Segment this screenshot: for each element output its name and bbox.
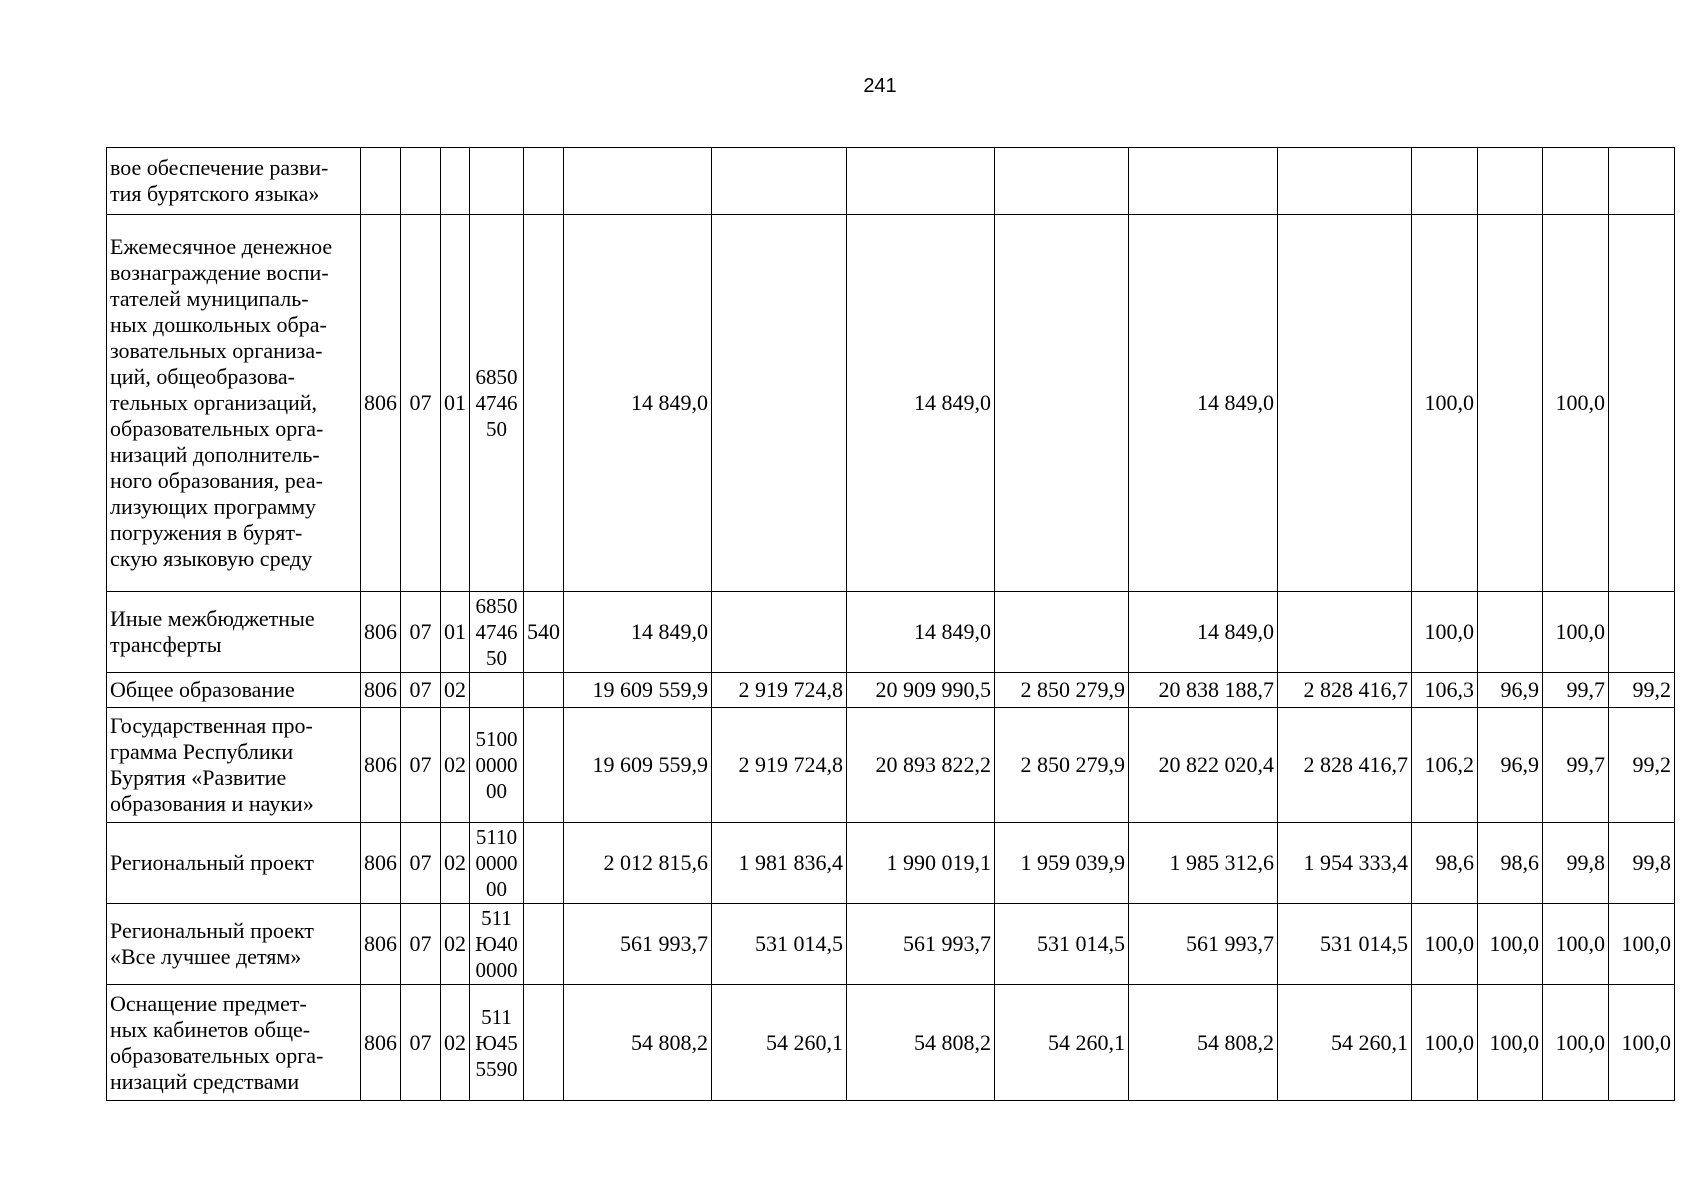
cell-amount-2: 531 014,5: [712, 904, 847, 985]
cell-percent-2: [1478, 592, 1543, 673]
cell-percent-4: 99,2: [1609, 673, 1675, 708]
cell-percent-2: 100,0: [1478, 985, 1543, 1101]
cell-expense-type: [524, 823, 564, 904]
cell-percent-3: 99,7: [1543, 673, 1609, 708]
target-code-line: 50: [486, 417, 507, 441]
cell-expense-type: [524, 673, 564, 708]
cell-amount-2: [712, 215, 847, 592]
cell-name: [107, 985, 361, 1101]
target-code-line: 0000: [475, 851, 518, 875]
table-row: [107, 592, 1675, 673]
cell-amount-6: [1278, 215, 1412, 592]
cell-amount-4: 531 014,5: [995, 904, 1129, 985]
target-code-line: 00: [486, 779, 507, 803]
cell-percent-1: [1412, 148, 1478, 215]
cell-amount-4: [995, 592, 1129, 673]
name-line: грамма Республики: [110, 739, 294, 764]
cell-amount-5: 14 849,0: [1129, 592, 1278, 673]
name-line: Региональный проект: [110, 850, 314, 875]
cell-name: [107, 708, 361, 823]
target-code-line: 0000: [475, 753, 518, 777]
cell-amount-1: 19 609 559,9: [564, 673, 712, 708]
cell-subsection: 01: [441, 215, 470, 592]
cell-section: 07: [401, 823, 441, 904]
cell-amount-6: [1278, 148, 1412, 215]
cell-amount-1: 2 012 815,6: [564, 823, 712, 904]
name-line: Государственная про-: [110, 713, 313, 738]
name-line: Ежемесячное денежное: [110, 234, 333, 259]
cell-percent-1: 100,0: [1412, 592, 1478, 673]
cell-amount-5: 1 985 312,6: [1129, 823, 1278, 904]
cell-percent-1: 106,2: [1412, 708, 1478, 823]
cell-name: [107, 215, 361, 592]
cell-percent-4: [1609, 148, 1675, 215]
table-body: [107, 148, 1675, 1101]
cell-percent-3: 99,8: [1543, 823, 1609, 904]
name-line: низаций средствами: [110, 1068, 300, 1094]
name-line: Региональный проект: [110, 918, 314, 943]
cell-amount-5: 561 993,7: [1129, 904, 1278, 985]
cell-section: 07: [401, 215, 441, 592]
target-code-line: 0000: [475, 958, 518, 982]
cell-percent-3: 99,7: [1543, 708, 1609, 823]
name-line: тельных организаций,: [110, 390, 318, 415]
cell-amount-3: 14 849,0: [847, 592, 995, 673]
target-code-line: 6850: [475, 365, 518, 389]
target-code-line: Ю40: [475, 932, 518, 956]
cell-section: 07: [401, 904, 441, 985]
cell-percent-2: [1478, 148, 1543, 215]
cell-amount-5: 20 822 020,4: [1129, 708, 1278, 823]
name-line: зовательных организа-: [110, 338, 323, 363]
cell-target-code: [470, 985, 524, 1101]
cell-section: 07: [401, 985, 441, 1101]
cell-amount-6: 2 828 416,7: [1278, 708, 1412, 823]
target-code-line: 4746: [475, 391, 518, 415]
cell-admin-code: 806: [361, 708, 401, 823]
cell-section: 07: [401, 592, 441, 673]
table-row: [107, 215, 1675, 592]
cell-amount-2: 54 260,1: [712, 985, 847, 1101]
cell-subsection: 02: [441, 985, 470, 1101]
cell-subsection: 01: [441, 592, 470, 673]
cell-admin-code: 806: [361, 823, 401, 904]
cell-percent-1: 100,0: [1412, 985, 1478, 1101]
cell-amount-1: 19 609 559,9: [564, 708, 712, 823]
cell-percent-4: 100,0: [1609, 904, 1675, 985]
name-line: образовательных орга-: [110, 416, 324, 441]
table-row: [107, 904, 1675, 985]
target-code-line: 00: [486, 877, 507, 901]
cell-percent-2: 96,9: [1478, 708, 1543, 823]
cell-amount-2: [712, 148, 847, 215]
cell-percent-3: 100,0: [1543, 904, 1609, 985]
target-code-line: 50: [486, 646, 507, 670]
name-line: тия бурятского языка»: [110, 181, 320, 206]
cell-amount-1: 54 808,2: [564, 985, 712, 1101]
cell-amount-5: 14 849,0: [1129, 215, 1278, 592]
cell-percent-2: [1478, 215, 1543, 592]
cell-amount-1: 14 849,0: [564, 215, 712, 592]
cell-section: [401, 148, 441, 215]
name-line: ных дошкольных обра-: [110, 312, 327, 337]
name-line: «Все лучшее детям»: [110, 944, 302, 969]
target-code-line: 5110: [475, 825, 518, 849]
cell-amount-4: 2 850 279,9: [995, 708, 1129, 823]
table-row: [107, 708, 1675, 823]
cell-expense-type: [524, 904, 564, 985]
cell-expense-type: [524, 985, 564, 1101]
cell-admin-code: 806: [361, 985, 401, 1101]
name-line: низаций дополнитель-: [110, 442, 320, 467]
cell-name: [107, 823, 361, 904]
cell-amount-2: [712, 592, 847, 673]
cell-amount-5: 20 838 188,7: [1129, 673, 1278, 708]
cell-percent-1: 106,3: [1412, 673, 1478, 708]
target-code-line: 6850: [475, 594, 518, 618]
cell-target-code: [470, 592, 524, 673]
cell-percent-4: [1609, 592, 1675, 673]
cell-percent-2: 100,0: [1478, 904, 1543, 985]
cell-amount-5: 54 808,2: [1129, 985, 1278, 1101]
name-line: образовательных орга-: [110, 1042, 324, 1068]
cell-name: [107, 148, 361, 215]
name-line: лизующих программу: [110, 494, 317, 519]
cell-percent-3: 100,0: [1543, 592, 1609, 673]
cell-amount-4: 54 260,1: [995, 985, 1129, 1101]
cell-amount-3: [847, 148, 995, 215]
target-code-line: 511: [481, 1004, 512, 1029]
cell-amount-3: 54 808,2: [847, 985, 995, 1101]
cell-percent-4: 100,0: [1609, 985, 1675, 1101]
target-code-line: 5100: [475, 727, 518, 751]
cell-subsection: 02: [441, 904, 470, 985]
name-line: тателей муниципаль-: [110, 286, 309, 311]
cell-amount-5: [1129, 148, 1278, 215]
cell-subsection: 02: [441, 823, 470, 904]
cell-section: 07: [401, 708, 441, 823]
cell-percent-3: 100,0: [1543, 985, 1609, 1101]
cell-expense-type: 540: [524, 592, 564, 673]
cell-amount-2: 2 919 724,8: [712, 673, 847, 708]
name-line: ных кабинетов обще-: [110, 1016, 311, 1042]
cell-target-code: [470, 708, 524, 823]
name-line: вое обеспечение разви-: [110, 155, 329, 180]
table-row: [107, 985, 1675, 1101]
budget-table: [106, 147, 1675, 1101]
cell-amount-4: [995, 215, 1129, 592]
cell-target-code: [470, 215, 524, 592]
cell-expense-type: [524, 708, 564, 823]
name-line: трансферты: [110, 632, 222, 657]
table-row: [107, 823, 1675, 904]
target-code-line: 4746: [475, 620, 518, 644]
cell-admin-code: 806: [361, 592, 401, 673]
cell-amount-6: 531 014,5: [1278, 904, 1412, 985]
cell-amount-6: 1 954 333,4: [1278, 823, 1412, 904]
cell-percent-1: 100,0: [1412, 215, 1478, 592]
cell-amount-4: 2 850 279,9: [995, 673, 1129, 708]
cell-target-code: [470, 823, 524, 904]
target-code-line: 5590: [475, 1056, 518, 1081]
page-number: 241: [863, 75, 897, 97]
cell-percent-2: 98,6: [1478, 823, 1543, 904]
cell-percent-3: 100,0: [1543, 215, 1609, 592]
cell-subsection: [441, 148, 470, 215]
cell-amount-1: 561 993,7: [564, 904, 712, 985]
cell-amount-2: 1 981 836,4: [712, 823, 847, 904]
name-line: Иные межбюджетные: [110, 606, 315, 631]
cell-section: 07: [401, 673, 441, 708]
cell-name: [107, 673, 361, 708]
cell-percent-4: 99,8: [1609, 823, 1675, 904]
cell-admin-code: 806: [361, 673, 401, 708]
cell-name: [107, 904, 361, 985]
cell-amount-4: [995, 148, 1129, 215]
cell-percent-3: [1543, 148, 1609, 215]
cell-subsection: 02: [441, 673, 470, 708]
cell-amount-1: [564, 148, 712, 215]
name-line: ций, общеобразова-: [110, 364, 295, 389]
name-line: Оснащение предмет-: [110, 990, 307, 1016]
name-line: ного образования, реа-: [110, 468, 323, 493]
name-line: Общее образование: [110, 677, 295, 702]
cell-target-code: [470, 904, 524, 985]
name-line: Бурятия «Развитие: [110, 765, 287, 790]
cell-percent-4: [1609, 215, 1675, 592]
cell-expense-type: [524, 215, 564, 592]
cell-amount-4: 1 959 039,9: [995, 823, 1129, 904]
name-line: образования и науки»: [110, 791, 314, 816]
name-line: погружения в бурят-: [110, 520, 303, 545]
cell-admin-code: 806: [361, 904, 401, 985]
cell-amount-3: 561 993,7: [847, 904, 995, 985]
table-row: [107, 148, 1675, 215]
target-code-line: Ю45: [475, 1030, 518, 1055]
cell-amount-3: 14 849,0: [847, 215, 995, 592]
cell-name: [107, 592, 361, 673]
cell-amount-6: 2 828 416,7: [1278, 673, 1412, 708]
cell-target-code: [470, 148, 524, 215]
cell-admin-code: [361, 148, 401, 215]
cell-amount-2: 2 919 724,8: [712, 708, 847, 823]
name-line: вознаграждение воспи-: [110, 260, 329, 285]
cell-amount-3: 20 909 990,5: [847, 673, 995, 708]
cell-percent-1: 98,6: [1412, 823, 1478, 904]
name-line: скую языковую среду: [110, 546, 313, 571]
cell-percent-1: 100,0: [1412, 904, 1478, 985]
cell-target-code: [470, 673, 524, 708]
table-row: [107, 673, 1675, 708]
cell-percent-4: 99,2: [1609, 708, 1675, 823]
cell-subsection: 02: [441, 708, 470, 823]
cell-percent-2: 96,9: [1478, 673, 1543, 708]
cell-amount-1: 14 849,0: [564, 592, 712, 673]
cell-amount-6: 54 260,1: [1278, 985, 1412, 1101]
cell-expense-type: [524, 148, 564, 215]
cell-admin-code: 806: [361, 215, 401, 592]
cell-amount-3: 20 893 822,2: [847, 708, 995, 823]
cell-amount-3: 1 990 019,1: [847, 823, 995, 904]
target-code-line: 511: [481, 906, 512, 930]
cell-amount-6: [1278, 592, 1412, 673]
